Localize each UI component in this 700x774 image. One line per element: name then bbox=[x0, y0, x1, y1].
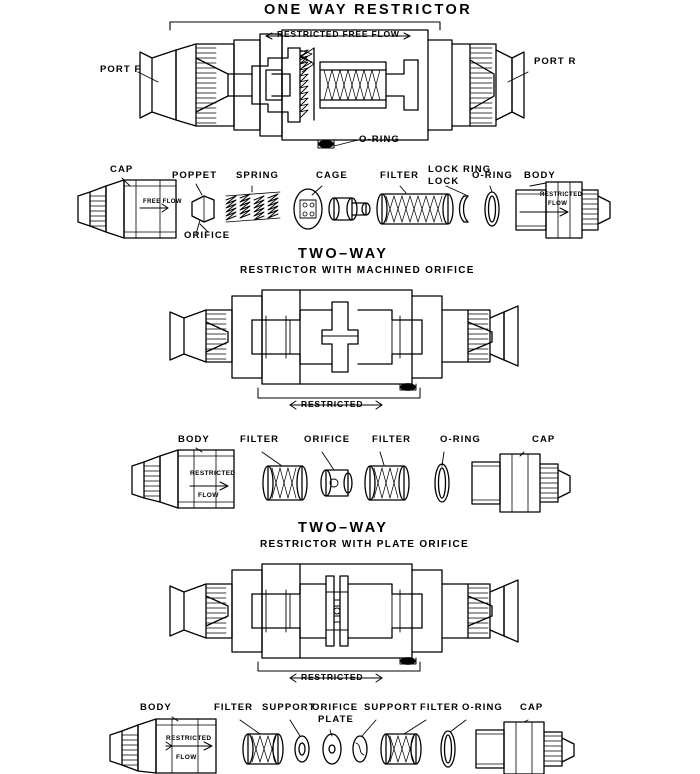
callout-port-r: PORT R bbox=[534, 56, 577, 67]
restricted-flow-label-line2: FLOW bbox=[548, 201, 568, 207]
callout-plate-support-right: SUPPORT bbox=[364, 702, 418, 713]
callout-plate-o-ring: O-RING bbox=[462, 702, 503, 713]
callout-one-way-o-ring: O-RING bbox=[359, 134, 400, 145]
callout-machined-o-ring: O-RING bbox=[440, 434, 481, 445]
one-way-flow-label: RESTRICTED FREE FLOW bbox=[277, 29, 400, 39]
callout-plate-filter-left: FILTER bbox=[214, 702, 254, 713]
free-flow-arrow-label: FREE FLOW bbox=[143, 199, 182, 205]
two-way-plate-flow-label: RESTRICTED bbox=[301, 672, 364, 682]
machined-restricted-line2: FLOW bbox=[198, 492, 219, 499]
callout-plate-cap: CAP bbox=[520, 702, 544, 713]
plate-restricted-line2: FLOW bbox=[176, 754, 197, 761]
callout-machined-orifice: ORIFICE bbox=[304, 434, 351, 445]
callout-filter: FILTER bbox=[380, 170, 420, 181]
callout-poppet: POPPET bbox=[172, 170, 218, 181]
callout-plate-orifice-line1: ORIFICE bbox=[312, 702, 359, 713]
callout-machined-filter-right: FILTER bbox=[372, 434, 412, 445]
machined-restricted-line1: RESTRICTED bbox=[190, 470, 236, 477]
section-subtitle-two-way-plate: RESTRICTOR WITH PLATE ORIFICE bbox=[260, 539, 469, 550]
callout-port-f: PORT F bbox=[100, 64, 142, 75]
callout-plate-filter-right: FILTER bbox=[420, 702, 460, 713]
callout-plate-support-left: SUPPORT bbox=[262, 702, 316, 713]
callout-plate-orifice-line2: PLATE bbox=[318, 714, 354, 725]
callout-plate-body: BODY bbox=[140, 702, 172, 713]
section-subtitle-two-way-machined: RESTRICTOR WITH MACHINED ORIFICE bbox=[240, 265, 475, 276]
callout-lock-ring-line1: LOCK RING bbox=[428, 164, 492, 175]
callout-machined-cap: CAP bbox=[532, 434, 556, 445]
section-title-two-way-machined: TWO–WAY bbox=[298, 246, 389, 262]
section-title-one-way: ONE WAY RESTRICTOR bbox=[264, 2, 473, 18]
callout-lock-ring-line2: LOCK bbox=[428, 176, 460, 187]
callout-orifice: ORIFICE bbox=[184, 230, 231, 241]
callout-spring: SPRING bbox=[236, 170, 280, 181]
callout-exploded-o-ring: O-RING bbox=[472, 170, 513, 181]
callout-machined-body: BODY bbox=[178, 434, 210, 445]
callout-cap: CAP bbox=[110, 164, 134, 175]
two-way-machined-flow-label: RESTRICTED bbox=[301, 399, 364, 409]
callout-machined-filter-left: FILTER bbox=[240, 434, 280, 445]
plate-restricted-line1: RESTRICTED bbox=[166, 735, 212, 742]
restricted-flow-label-line1: RESTRICTED bbox=[540, 192, 583, 198]
callout-cage: CAGE bbox=[316, 170, 348, 181]
callout-body: BODY bbox=[524, 170, 556, 181]
section-title-two-way-plate: TWO–WAY bbox=[298, 520, 389, 536]
